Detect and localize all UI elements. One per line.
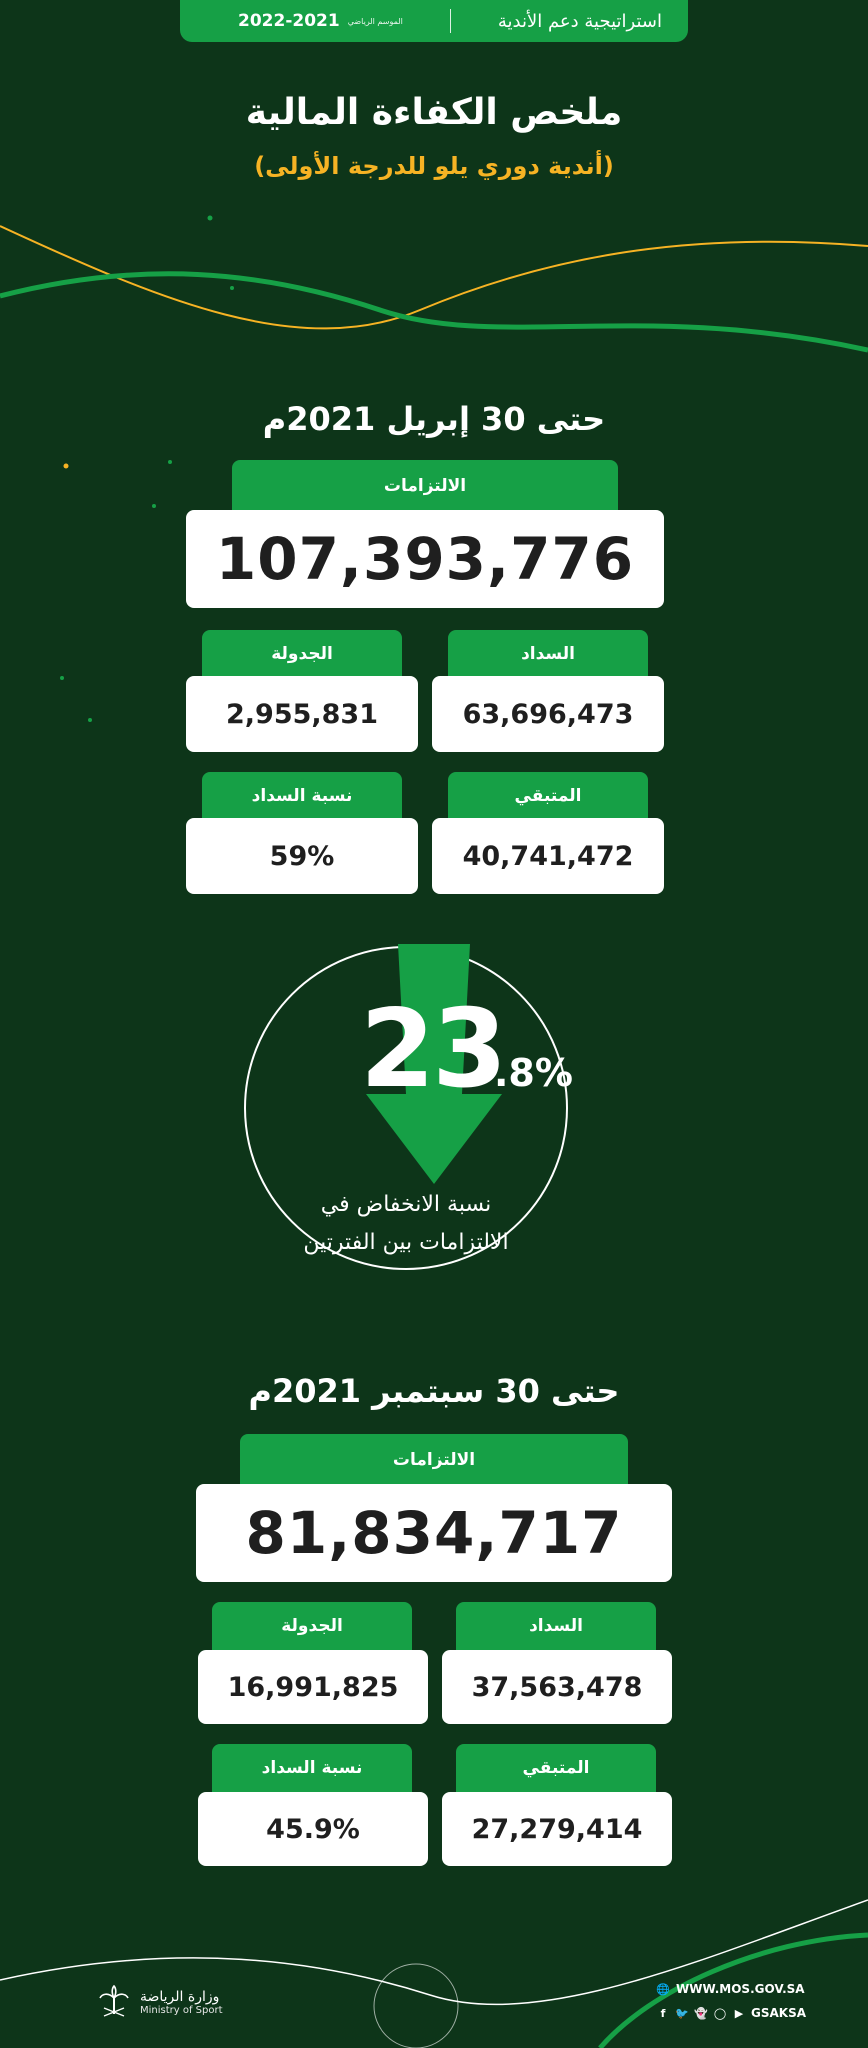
period2-ratio-value: 45.9% (198, 1792, 428, 1866)
page-title: ملخص الكفاءة المالية (245, 92, 623, 133)
facebook-icon[interactable]: f (660, 2006, 666, 2020)
decrease-percent-integer: 23 (360, 987, 505, 1112)
decrease-caption-line2: الالتزامات بين الفترتين (303, 1230, 509, 1255)
period2-remaining-value: 27,279,414 (442, 1792, 672, 1866)
footer-website[interactable] (656, 1982, 805, 1996)
ministry-logo (96, 1984, 223, 2020)
youtube-icon[interactable]: ▶ (734, 2006, 744, 2020)
period1-ratio-label: نسبة السداد (202, 772, 402, 820)
period2-heading: حتى 30 سبتمبر 2021م (248, 1372, 620, 1410)
period2-obligations-label: الالتزامات (240, 1434, 628, 1486)
period2-schedule-value: 16,991,825 (198, 1650, 428, 1724)
period2-payment-label: السداد (456, 1602, 656, 1650)
season-years: 2022-2021 (238, 11, 340, 31)
period1-remaining-value: 40,741,472 (432, 818, 664, 894)
period2-obligations-value: 81,834,717 (196, 1484, 672, 1582)
header-divider (450, 9, 451, 33)
season-label: الموسم الرياضي (347, 16, 403, 26)
period2-remaining-label: المتبقي (456, 1744, 656, 1792)
season-block (238, 11, 403, 31)
footer-social (656, 2006, 806, 2020)
instagram-icon[interactable]: ◯ (713, 2006, 727, 2020)
social-handle: GSAKSA (751, 2006, 807, 2020)
period1-ratio-value: 59% (186, 818, 418, 894)
period1-payment-value: 63,696,473 (432, 676, 664, 752)
period2-payment-value: 37,563,478 (442, 1650, 672, 1724)
globe-icon: 🌐 (656, 1982, 670, 1996)
period1-schedule-value: 2,955,831 (186, 676, 418, 752)
period1-payment-label: السداد (448, 630, 648, 678)
page-subtitle: (أندية دوري يلو للدرجة الأولى) (254, 152, 614, 180)
period1-obligations-label: الالتزامات (232, 460, 618, 512)
decrease-percent-fraction: .8% (494, 1051, 573, 1095)
snapchat-icon[interactable]: 👻 (694, 2006, 708, 2020)
twitter-icon[interactable]: 🐦 (675, 2006, 689, 2020)
header-strip (180, 0, 688, 42)
period1-schedule-label: الجدولة (202, 630, 402, 678)
period1-remaining-label: المتبقي (448, 772, 648, 820)
period1-heading: حتى 30 إبريل 2021م (262, 400, 606, 438)
strategy-title: استراتيجية دعم الأندية (497, 10, 662, 32)
decrease-caption-line1: نسبة الانخفاض في (320, 1192, 492, 1217)
decrease-caption (244, 1186, 568, 1262)
period1-obligations-value: 107,393,776 (186, 510, 664, 608)
palm-emblem-icon (96, 1984, 132, 2020)
period2-ratio-label: نسبة السداد (212, 1744, 412, 1792)
ministry-name-en: Ministry of Sport (140, 2004, 223, 2016)
period2-schedule-label: الجدولة (212, 1602, 412, 1650)
ministry-name-ar: وزارة الرياضة (140, 1988, 220, 2005)
website-text: WWW.MOS.GOV.SA (676, 1982, 805, 1996)
